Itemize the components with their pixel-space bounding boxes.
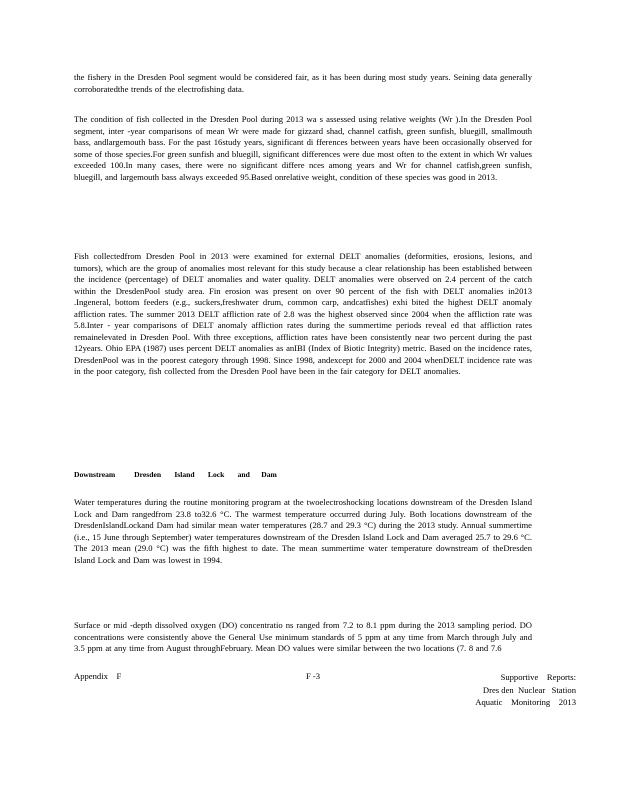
footer-report-line-1: Supportive Reports:	[500, 672, 576, 682]
footer-appendix-label: Appendix F	[74, 671, 122, 681]
footer-report-line-2: Dres den Nuclear Station	[482, 684, 576, 695]
paragraph-fish-condition: The condition of fish collected in the Dresden Pool during 2013 wa s assessed using relative weights (Wr ).In the Dresden Pool segment, inter -year comparisons of mean Wr were made for gizzard shad, channel catfish, green sunfish, bluegill, smallmouth bass, andlargemouth bass. For the past 16study years, significant di fferences between years have been occasionally observed for some of those species.For green sunfish and bluegill, significant differences were due most often to the extent in which Wr values exceeded 100.In many cases, there were no significant differe nces among years and Wr for channel catfish,green sunfish, bluegill, and largemouth bass always exceeded 95.Based onrelative weight, condition of these species was good in 2013.	[74, 114, 532, 182]
paragraph-water-temperatures: Water temperatures during the routine monitoring program at the twoelectroshocking locations downstream of the Dresden Island Lock and Dam rangedfrom 23.8 to32.6 °C. The warmest temperature occurred during July. Both locations downstream of the DresdenIslandLockand Dam had similar mean water temperatures (28.7 and 29.3 °C) during the 2013 study. Annual summertime (i.e., 15 June through September) water temperatures downstream of the Dresden Island Lock and Dam averaged 25.7 to 29.6 °C. The 2013 mean (29.0 °C) was the fifth highest to date. The mean summertime water temperature downstream of theDresden Island Lock and Dam was lowest in 1994.	[74, 497, 532, 565]
section-heading: Downstream Dresden Island Lock and Dam	[74, 470, 277, 479]
footer-page-number: F -3	[306, 671, 321, 681]
paragraph-fishery-summary: the fishery in the Dresden Pool segment would be considered fair, as it has been during most study years. Seining data generally corroboratedthe trends of the electrofishing data.	[74, 72, 532, 94]
paragraph-dissolved-oxygen: Surface or mid -depth dissolved oxygen (DO) concentratio ns ranged from 7.2 to 8.1 ppm during the 2013 sampling period. DO concentrations were consistently above the General Use minimum standards of 5 ppm at any time from March through July and 3.5 ppm at any time from August throughFebruary. Mean DO values were similar between the two locations (7. 8 and 7.6	[74, 620, 532, 653]
footer-report-line-3: Aquatic Monitoring 2013	[475, 697, 576, 707]
footer-report-title	[376, 671, 576, 709]
paragraph-delt-anomalies: Fish collectedfrom Dresden Pool in 2013 were examined for external DELT anomalies (deformities, erosions, lesions, and tumors), which are the group of anomalies most relevant for this study because a clear relationship has been established between the incidence (percentage) of DELT anomalies and water quality. DELT anomalies were observed on 2.4 percent of the catch within the DresdenPool study area. Fin erosion was present on over 90 percent of the fish with DELT anomalies in2013 .Ingeneral, bottom feeders (e.g., suckers,freshwater drum, common carp, andcatfishes) exhi bited the highest DELT anomaly affliction rates. The summer 2013 DELT affliction rate of 2.8 was the highest observed since 2004 when the affliction rate was 5.8.Inter - year comparisons of DELT anomaly affliction rates during the summertime periods reveal ed that affliction rates remainelevated in Dresden Pool. With three exceptions, affliction rates have been consistently near two percent during the past 12years. Ohio EPA (1987) uses percent DELT anomalies as anIBI (Index of Biotic Integrity) metric. Based on the incidence rates, DresdenPool was in the poorest category through 1998. Since 1998, andexcept for 2000 and 2004 whenDELT incidence rate was in the poor category, fish collected from the Dresden Pool have been in the fair category for DELT anomalies.	[74, 251, 532, 376]
